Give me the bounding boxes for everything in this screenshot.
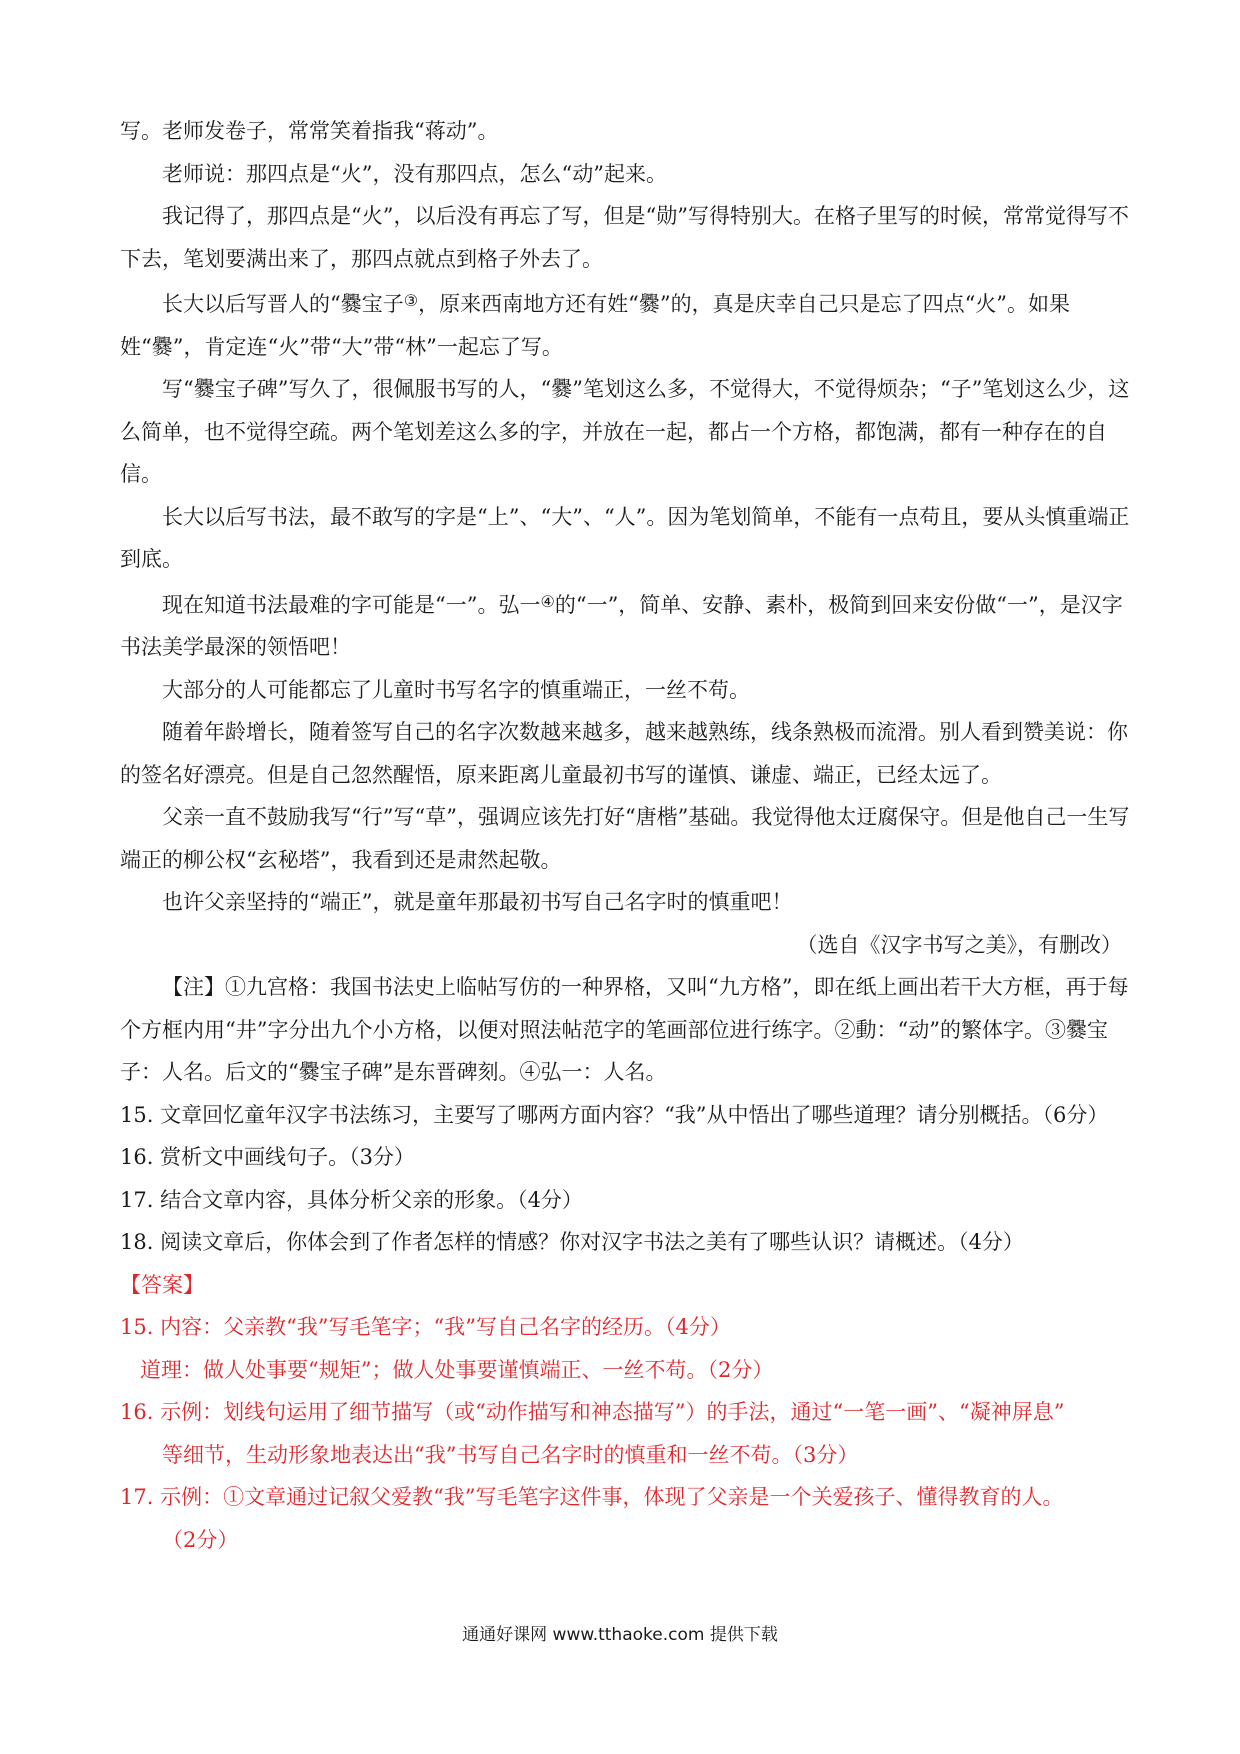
paragraph-text: 现在知道书法最难的字可能是“一”。弘一: [162, 592, 541, 617]
paragraph: 长大以后写书法，最不敢写的字是“上”、“大”、“人”。因为笔划简单，不能有一点苟且，要从头慎重端正到底。: [120, 504, 1130, 571]
paragraph-text: 长大以后写晋人的“爨宝子: [162, 292, 404, 316]
answer-15-content: 15. 内容：父亲教“我”写毛笔字；“我”写自己名字的经历。（4分）: [120, 1315, 731, 1339]
answer-17-cont: （2分）: [162, 1527, 239, 1552]
page-footer: 通通好课网 www.tthaoke.com 提供下载: [462, 1625, 778, 1645]
paragraph: 我记得了，那四点是“火”，以后没有再忘了写，但是“勋”写得特别大。在格子里写的时候，常常觉得写不下去，笔划要满出来了，那四点就点到格子外去了。: [120, 204, 1129, 271]
notes-text: ①九宫格：我国书法史上临帖写仿的一种界格，又叫“九方格”，即在纸上画出若干大方框，再于每个方框内用“井”字分出九个小方格，以便对照法帖范字的笔画部位进行练字。②動：“动”的繁体字。③爨宝子：人名。后文的“爨宝子碑”是东晋碑刻。④弘一：人名。: [120, 975, 1129, 1084]
paragraph-text: 的“一”，简单、安静、素朴，极简到回来安份做“一”，是汉字书法美学最深的领悟吧！: [120, 592, 1123, 659]
note-marker: ③: [403, 291, 419, 310]
source-citation: （选自《汉字书写之美》，有删改）: [796, 932, 1122, 957]
article-body: [120, 110, 1130, 1561]
paragraph: 老师说：那四点是“火”，没有那四点，怎么“动”起来。: [162, 161, 667, 186]
paragraph: [120, 581, 1130, 669]
note-marker: ④: [540, 591, 555, 611]
paragraph: 写“爨宝子碑”写久了，很佩服书写的人，“爨”笔划这么多，不觉得大，不觉得烦杂；“子”笔划这么少，这么简单，也不觉得空疏。两个笔划差这么多的字，并放在一起，都占一个方格，都饱满，都有一种存在的自信。: [120, 377, 1130, 486]
paragraph: 随着年龄增长，随着签写自己的名字次数越来越多，越来越熟练，线条熟极而流滑。别人看到赞美说：你的签名好漂亮。但是自己忽然醒悟，原来距离儿童最初书写的谨慎、谦虚、端正，已经太远了。: [120, 720, 1128, 787]
notes: [120, 966, 1130, 1094]
answer-16-cont: 等细节，生动形象地表达出“我”书写自己名字时的慎重和一丝不苟。（3分）: [162, 1442, 859, 1467]
paragraph: [120, 280, 1130, 368]
answer-17: 17. 示例：①文章通过记叙父爱教“我”写毛笔字这件事，体现了父亲是一个关爱孩子、懂得教育的人。: [120, 1485, 1064, 1509]
paragraph: 也许父亲坚持的“端正”，就是童年那最初书写自己名字时的慎重吧！: [162, 890, 793, 914]
notes-label: 【注】: [162, 975, 225, 999]
answer-15-reason: 道理：做人处事要“规矩”；做人处事要谨慎端正、一丝不苟。（2分）: [140, 1357, 774, 1382]
paragraph: 大部分的人可能都忘了儿童时书写名字的慎重端正，一丝不苟。: [162, 677, 750, 702]
question-18: 18. 阅读文章后，你体会到了作者怎样的情感？你对汉字书法之美有了哪些认识？请概述。（4分）: [120, 1230, 1024, 1254]
paragraph: 父亲一直不鼓励我写“行”写“草”，强调应该先打好“唐楷”基础。我觉得他太迂腐保守。但是他自己一生写端正的柳公权“玄秘塔”，我看到还是肃然起敬。: [120, 805, 1130, 872]
question-16: 16. 赏析文中画线句子。（3分）: [120, 1145, 415, 1169]
answer-16: 16. 示例：划线句运用了细节描写（或“动作描写和神态描写”）的手法，通过“一笔一画”、“凝神屏息”: [120, 1400, 1065, 1424]
paragraph-text: ，原来西南地方还有姓“爨”的，真是庆幸自己只是忘了四点“火”。如果姓“爨”，肯定连“火”带“大”带“林”一起忘了写。: [120, 292, 1071, 359]
paragraph: 写。老师发卷子，常常笑着指我“蒋动”。: [120, 119, 499, 143]
answer-label: 【答案】: [120, 1272, 204, 1297]
question-15: 15. 文章回忆童年汉字书法练习，主要写了哪两方面内容？“我”从中悟出了哪些道理？请分别概括。（6分）: [120, 1102, 1109, 1127]
question-17: 17. 结合文章内容，具体分析父亲的形象。（4分）: [120, 1187, 583, 1212]
